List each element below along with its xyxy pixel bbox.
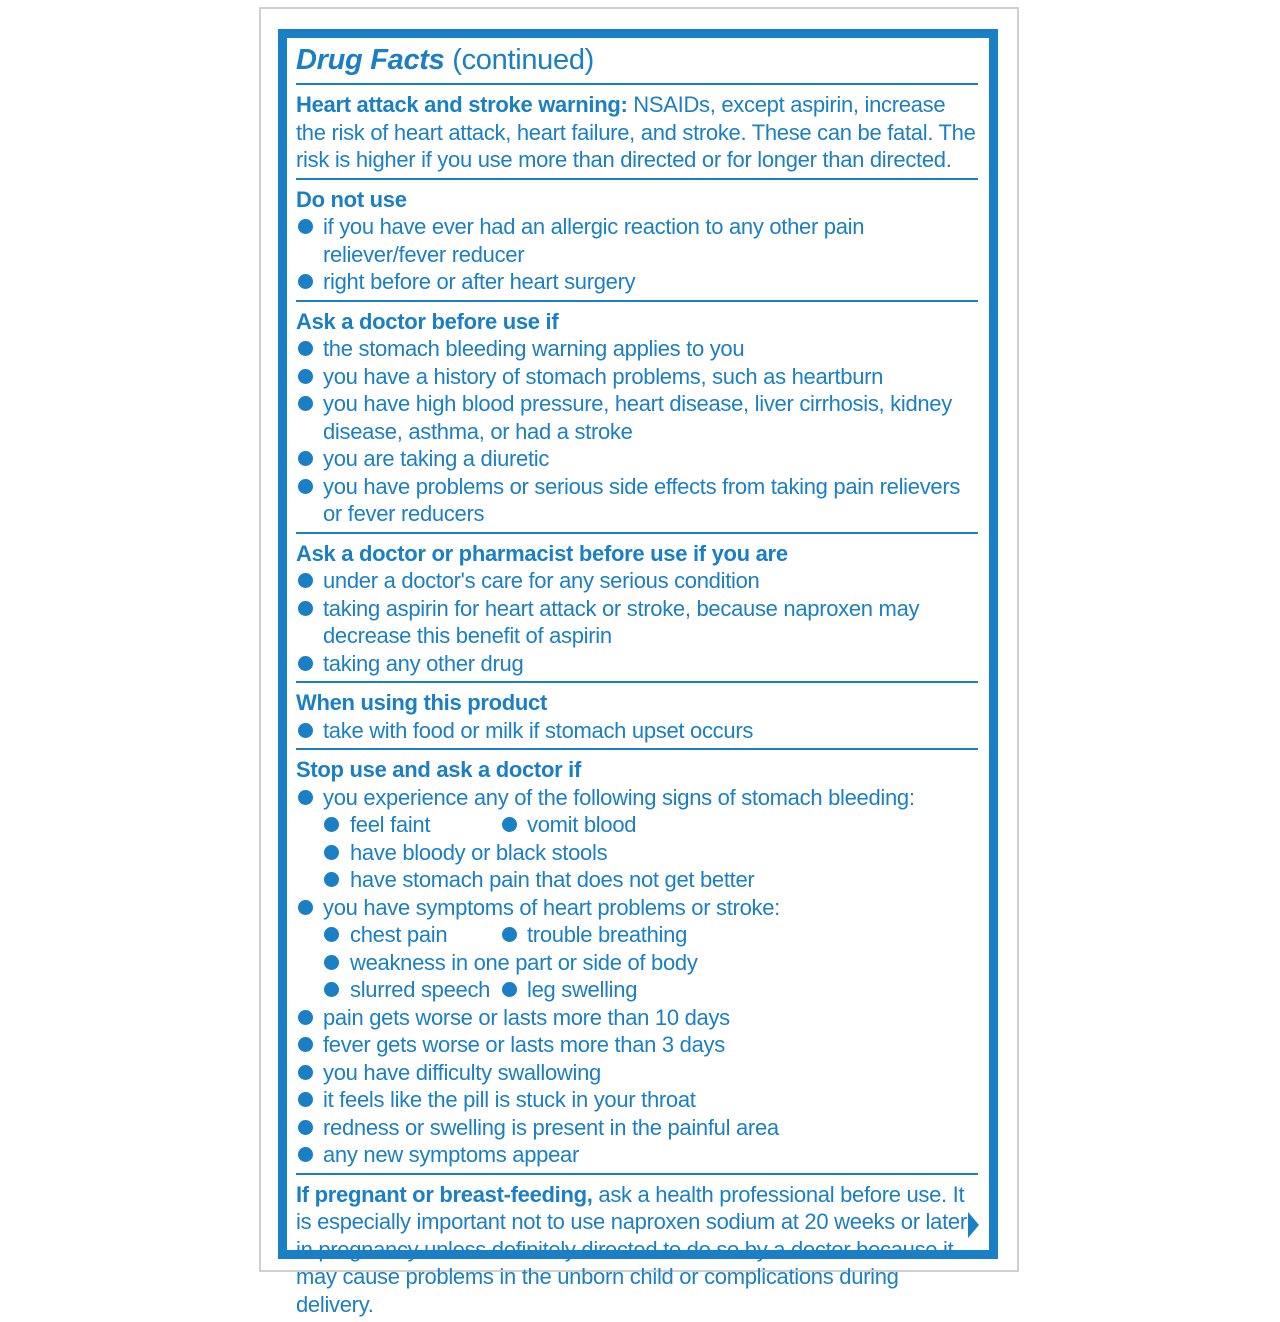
- drug-facts-content: [296, 40, 978, 1322]
- pregnancy-heading: If pregnant or breast-feeding,: [296, 1182, 593, 1207]
- ask-pharmacist-section: [296, 532, 978, 682]
- ask-doctor-section: [296, 300, 978, 532]
- when-using-heading: When using this product: [296, 689, 978, 717]
- list-item: you have high blood pressure, heart disease, liver cirrhosis, kidney disease, asthma, or had a stroke: [296, 390, 978, 445]
- list-item: you experience any of the following signs of stomach bleeding:: [296, 784, 978, 812]
- arrow-right-icon: [968, 1212, 979, 1238]
- list-item: you are taking a diuretic: [296, 445, 978, 473]
- when-using-section: [296, 681, 978, 748]
- do-not-use-section: [296, 178, 978, 300]
- stop-use-heading: Stop use and ask a doctor if: [296, 756, 978, 784]
- do-not-use-heading: Do not use: [296, 186, 978, 214]
- sub-item-pair: [296, 921, 978, 949]
- title-continued: (continued): [444, 44, 594, 76]
- pregnancy-text: ask a health professional before use. It is especially important not to use naproxen sodium at 20 weeks or later in pregnancy unless definitely directed to do so by a doctor because it may cause problems in the unborn child or complications during delivery.: [296, 1182, 967, 1317]
- sub-item: have stomach pain that does not get better: [296, 866, 978, 894]
- sub-item: vomit blood: [500, 811, 636, 839]
- sub-item: have bloody or black stools: [296, 839, 978, 867]
- pregnancy-section: [296, 1173, 978, 1322]
- list-item: any new symptoms appear: [296, 1141, 978, 1169]
- sub-item-pair: [296, 976, 978, 1004]
- drug-facts-title: [296, 40, 978, 83]
- sub-item: feel faint: [350, 811, 500, 839]
- ask-pharmacist-heading: Ask a doctor or pharmacist before use if you are: [296, 540, 978, 568]
- heart-warning-heading: Heart attack and stroke warning:: [296, 92, 628, 117]
- list-item: you have problems or serious side effects from taking pain relievers or fever reducers: [296, 473, 978, 528]
- sub-item: weakness in one part or side of body: [296, 949, 978, 977]
- list-item: taking aspirin for heart attack or stroke, because naproxen may decrease this benefit of aspirin: [296, 595, 978, 650]
- sub-item: slurred speech: [350, 976, 500, 1004]
- list-item: you have symptoms of heart problems or stroke:: [296, 894, 978, 922]
- list-item: under a doctor's care for any serious condition: [296, 567, 978, 595]
- list-item: redness or swelling is present in the painful area: [296, 1114, 978, 1142]
- heart-warning-section: [296, 83, 978, 178]
- sub-item: leg swelling: [500, 976, 637, 1004]
- ask-doctor-heading: Ask a doctor before use if: [296, 308, 978, 336]
- list-item: you have a history of stomach problems, such as heartburn: [296, 363, 978, 391]
- list-item: fever gets worse or lasts more than 3 days: [296, 1031, 978, 1059]
- list-item: taking any other drug: [296, 650, 978, 678]
- list-item: right before or after heart surgery: [296, 268, 978, 296]
- stop-use-section: [296, 748, 978, 1173]
- list-item: it feels like the pill is stuck in your throat: [296, 1086, 978, 1114]
- list-item: if you have ever had an allergic reaction to any other pain reliever/fever reducer: [296, 213, 978, 268]
- list-item: the stomach bleeding warning applies to you: [296, 335, 978, 363]
- list-item: take with food or milk if stomach upset occurs: [296, 717, 978, 745]
- list-item: pain gets worse or lasts more than 10 days: [296, 1004, 978, 1032]
- sub-item-pair: [296, 811, 978, 839]
- list-item: you have difficulty swallowing: [296, 1059, 978, 1087]
- title-bold: Drug Facts: [296, 44, 444, 76]
- sub-item: chest pain: [350, 921, 500, 949]
- sub-item: trouble breathing: [500, 921, 687, 949]
- heart-warning-text: NSAIDs, except aspirin, increase the risk of heart attack, heart failure, and stroke. These can be fatal. The risk is higher if you use more than directed or for longer than directed.: [296, 92, 976, 172]
